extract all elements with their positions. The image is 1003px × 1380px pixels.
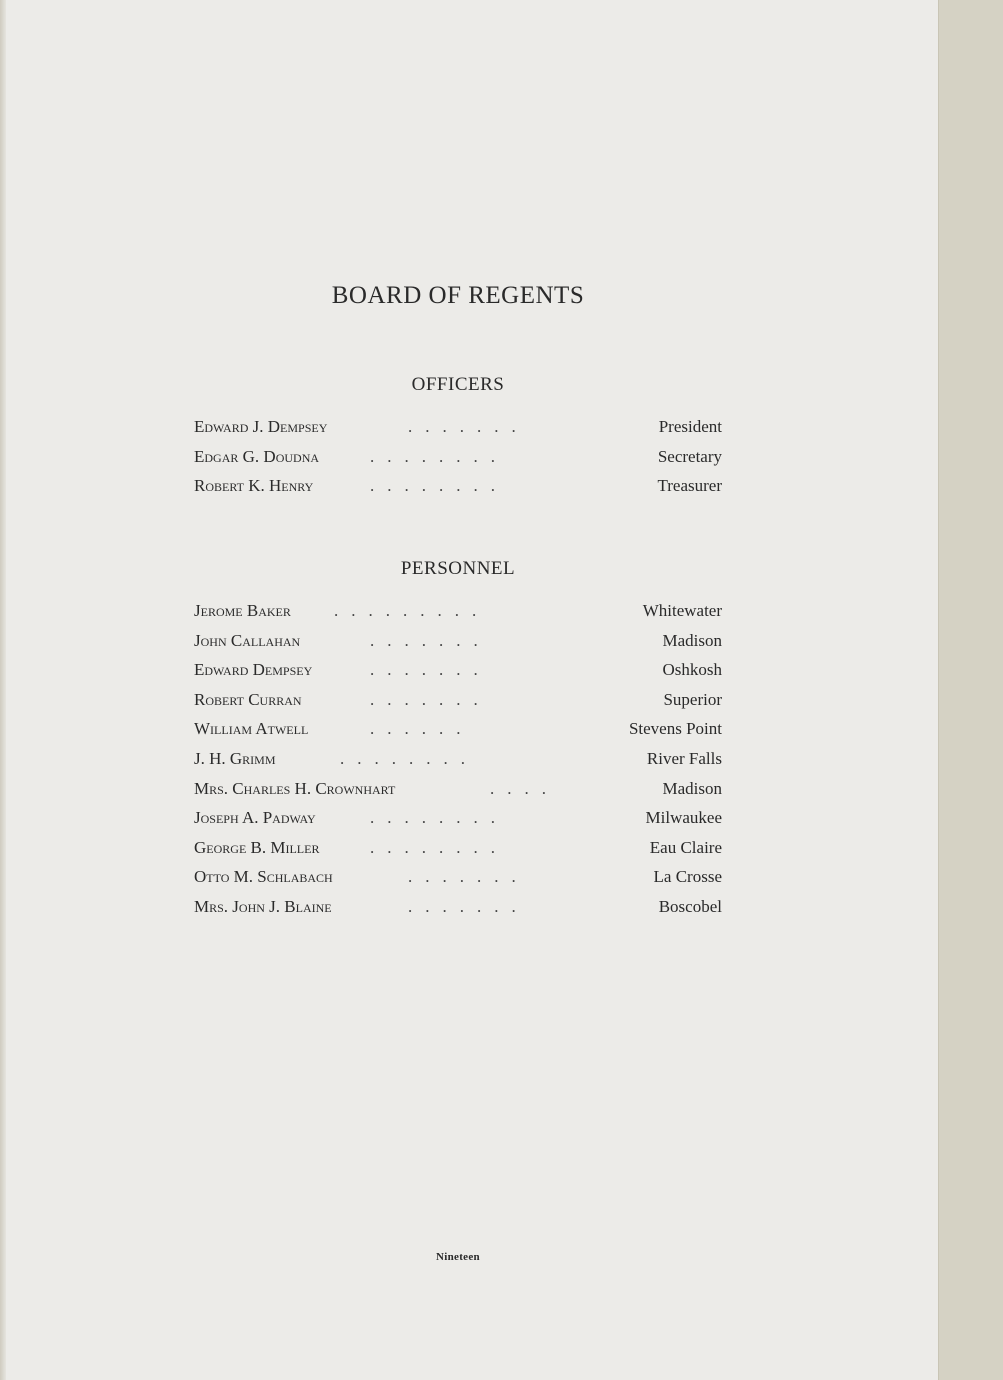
personnel-row [194, 892, 722, 922]
officer-role: Secretary [657, 446, 722, 466]
officers-list [194, 412, 722, 501]
regent-name: John Callahan [194, 630, 301, 650]
regent-name: Jerome Baker [194, 601, 291, 620]
officer-name: Robert K. Henry [194, 476, 314, 496]
officer-name: Edward J. Dempsey [194, 417, 328, 436]
personnel-row [194, 833, 722, 863]
regent-name: William Atwell [194, 719, 309, 739]
regent-place: Oshkosh [662, 660, 722, 680]
leader-dots: ....... [408, 417, 529, 436]
personnel-row [194, 685, 722, 715]
leader-dots: ....... [370, 660, 491, 680]
leader-dots: ...... [370, 719, 474, 739]
page-number: Nineteen [436, 1251, 480, 1263]
binding-edge [0, 0, 6, 1380]
leader-dots: ........ [370, 476, 508, 496]
regent-place: Madison [662, 778, 722, 798]
regent-place: Boscobel [658, 896, 722, 916]
leader-dots: ........ [370, 808, 508, 828]
leader-dots: ......... [334, 601, 490, 620]
officer-row [194, 442, 722, 472]
officer-row [194, 412, 722, 442]
leader-dots: ........ [370, 446, 508, 466]
personnel-list [194, 596, 722, 922]
page-title: BOARD OF REGENTS [331, 282, 585, 309]
leader-dots: ........ [370, 837, 508, 857]
regent-name: Mrs. Charles H. Crownhart [194, 778, 396, 798]
regent-place: La Crosse [653, 867, 722, 887]
personnel-row [194, 714, 722, 744]
personnel-heading: PERSONNEL [400, 558, 516, 579]
officer-name: Edgar G. Doudna [194, 446, 320, 466]
regent-place: River Falls [646, 748, 722, 768]
officer-role: President [658, 417, 722, 436]
personnel-row [194, 744, 722, 774]
personnel-row [194, 596, 722, 626]
personnel-row [194, 774, 722, 804]
leader-dots: ....... [408, 896, 529, 916]
leader-dots: ....... [370, 630, 491, 650]
personnel-row [194, 626, 722, 656]
regent-name: Otto M. Schlabach [194, 867, 333, 887]
regent-place: Superior [663, 689, 722, 709]
regent-name: Mrs. John J. Blaine [194, 896, 332, 916]
regent-place: Whitewater [642, 601, 722, 620]
officer-role: Treasurer [657, 476, 722, 496]
regent-name: J. H. Grimm [194, 748, 276, 768]
regent-place: Milwaukee [645, 808, 722, 828]
officer-row [194, 471, 722, 501]
regent-place: Stevens Point [628, 719, 722, 739]
regent-name: Robert Curran [194, 689, 302, 709]
leader-dots: ....... [408, 867, 529, 887]
officers-heading: OFFICERS [411, 374, 505, 395]
personnel-row [194, 862, 722, 892]
personnel-row [194, 655, 722, 685]
regent-name: George B. Miller [194, 837, 320, 857]
personnel-row [194, 803, 722, 833]
leader-dots: ........ [340, 748, 478, 768]
next-page-edge [938, 0, 1003, 1380]
regent-place: Eau Claire [649, 837, 722, 857]
regent-name: Joseph A. Padway [194, 808, 316, 828]
leader-dots: ....... [370, 689, 491, 709]
regent-place: Madison [662, 630, 722, 650]
leader-dots: .... [490, 778, 559, 798]
regent-name: Edward Dempsey [194, 660, 313, 680]
